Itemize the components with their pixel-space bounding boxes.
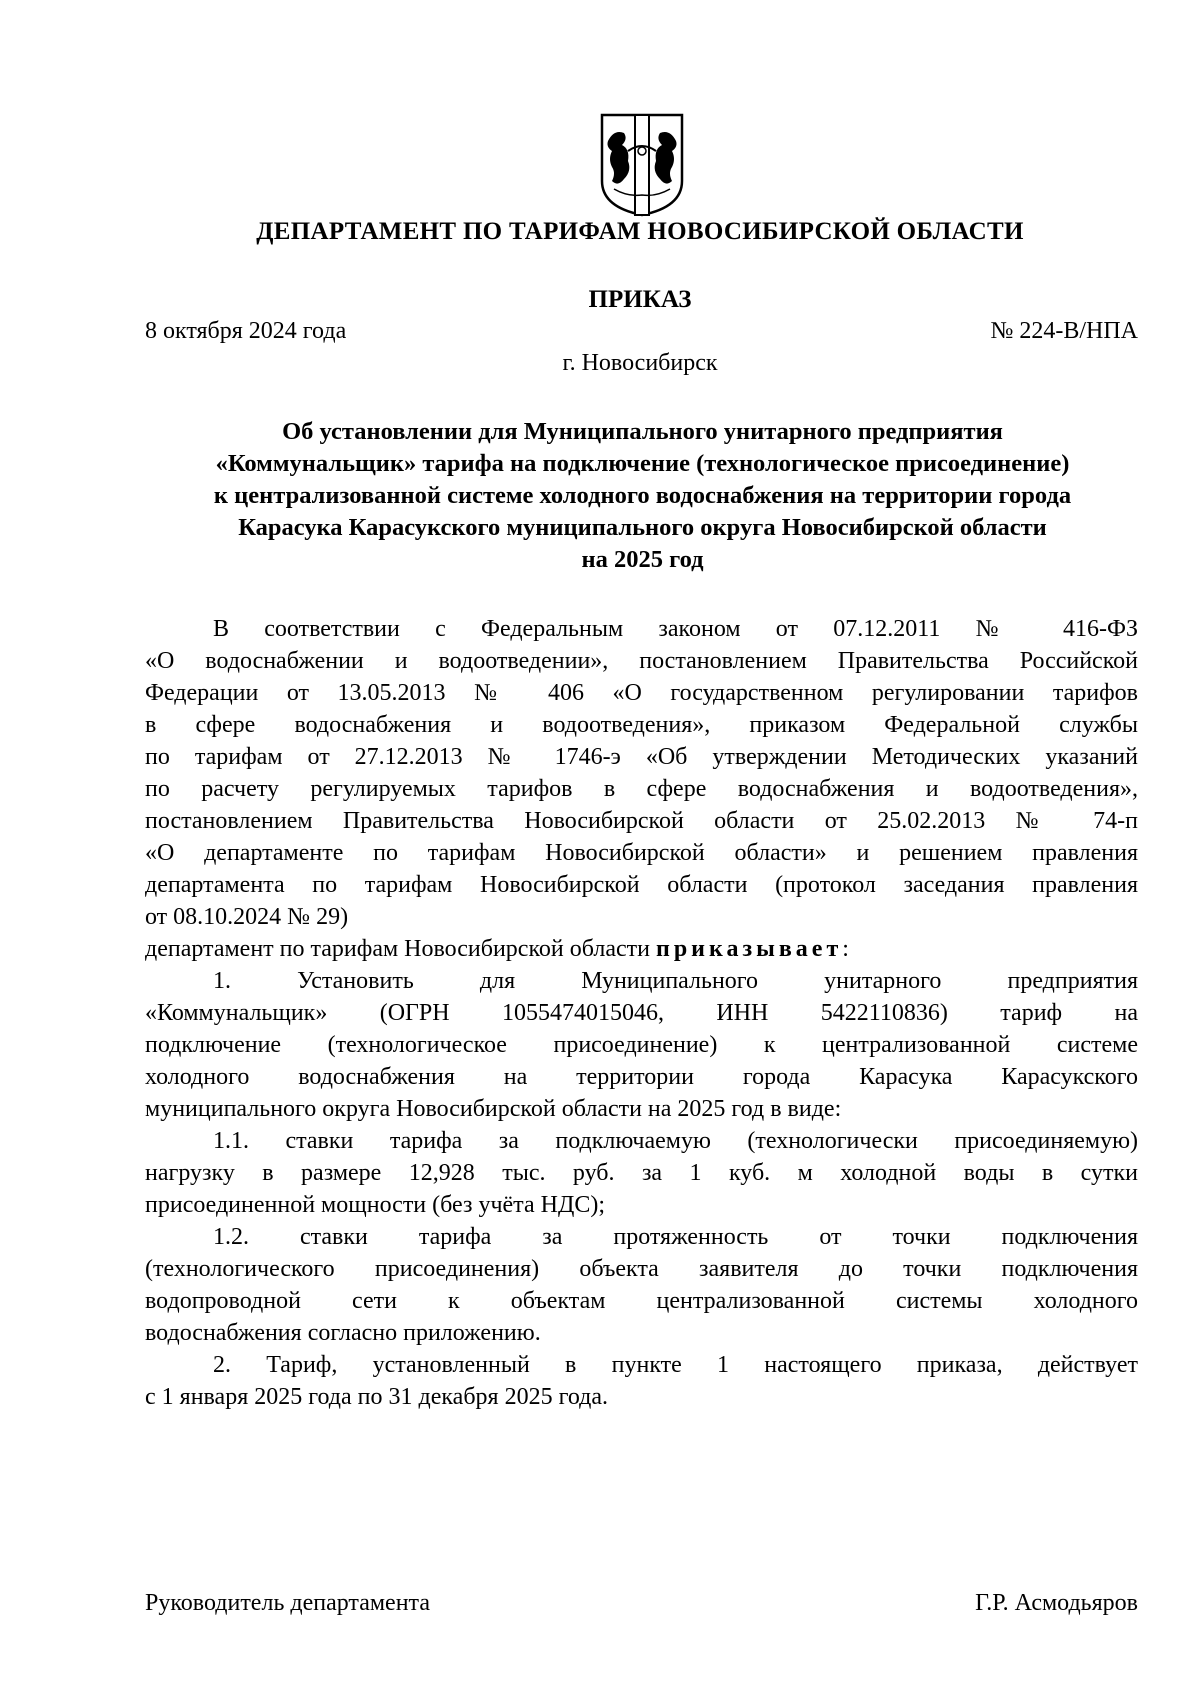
preamble-line: «О департаменте по тарифам Новосибирской области» и решением правления — [145, 840, 1138, 866]
department-title: ДЕПАРТАМЕНТ ПО ТАРИФАМ НОВОСИБИРСКОЙ ОБЛАСТИ — [256, 218, 1024, 245]
preamble-line: в сфере водоснабжения и водоотведения», приказом Федеральной службы — [145, 712, 1138, 738]
signatory-position: Руководитель департамента — [145, 1590, 430, 1616]
subject-line: Об установлении для Муниципального унитарного предприятия — [282, 418, 1003, 445]
preamble-line: по расчету регулируемых тарифов в сфере водоснабжения и водоотведения», — [145, 776, 1138, 802]
item-1-2-line: водопроводной сети к объектам централизованной системы холодного — [145, 1288, 1138, 1314]
preamble-line: департамента по тарифам Новосибирской области (протокол заседания правления — [145, 872, 1138, 898]
preamble-line: от 08.10.2024 № 29) — [145, 904, 349, 930]
order-number: № 224-В/НПА — [990, 318, 1138, 344]
preamble-line: по тарифам от 27.12.2013 № 1746-э «Об утверждении Методических указаний — [145, 744, 1138, 770]
item-1-line: холодного водоснабжения на территории города Карасука Карасукского — [145, 1064, 1138, 1090]
document-type: ПРИКАЗ — [588, 286, 692, 313]
order-line — [145, 933, 1138, 965]
order-line-prefix: департамент по тарифам Новосибирской области — [145, 936, 656, 962]
preamble-line: постановлением Правительства Новосибирской области от 25.02.2013 № 74-п — [145, 808, 1138, 834]
item-1-line: подключение (технологическое присоединение) к централизованной системе — [145, 1032, 1138, 1058]
order-line-emphasis: приказывает — [655, 936, 843, 962]
item-1-1-line: 1.1. ставки тарифа за подключаемую (технологически присоединяемую) — [213, 1128, 1138, 1154]
item-1-line: «Коммунальщик» (ОГРН 1055474015046, ИНН 5422110836) тариф на — [145, 1000, 1138, 1026]
order-subject — [145, 416, 1140, 576]
subject-line: к централизованной системе холодного водоснабжения на территории города — [213, 482, 1072, 509]
order-line-suffix: : — [842, 936, 849, 962]
order-body — [145, 613, 1138, 1413]
preamble-line: Федерации от 13.05.2013 № 406 «О государственном регулировании тарифов — [145, 680, 1138, 706]
item-2-line: с 1 января 2025 года по 31 декабря 2025 года. — [145, 1384, 608, 1410]
coat-of-arms-icon — [598, 111, 686, 219]
order-date: 8 октября 2024 года — [145, 318, 347, 344]
item-1-line: муниципального округа Новосибирской области на 2025 год в виде: — [145, 1096, 842, 1122]
subject-line: Карасука Карасукского муниципального округа Новосибирской области — [238, 514, 1047, 541]
item-1-2-line: (технологического присоединения) объекта заявителя до точки подключения — [145, 1256, 1138, 1282]
subject-line: на 2025 год — [581, 546, 704, 573]
item-2-line: 2. Тариф, установленный в пункте 1 настоящего приказа, действует — [213, 1352, 1138, 1378]
signatory-name: Г.Р. Асмодьяров — [975, 1590, 1138, 1616]
city: г. Новосибирск — [562, 350, 718, 376]
preamble-line: «О водоснабжении и водоотведении», постановлением Правительства Российской — [145, 648, 1138, 674]
subject-line: «Коммунальщик» тарифа на подключение (технологическое присоединение) — [215, 450, 1070, 477]
item-1-1-line: нагрузку в размере 12,928 тыс. руб. за 1 куб. м холодной воды в сутки — [145, 1160, 1138, 1186]
item-1-1-line: присоединенной мощности (без учёта НДС); — [145, 1192, 605, 1218]
preamble-line: В соответствии с Федеральным законом от 07.12.2011 № 416-ФЗ — [213, 616, 1138, 642]
item-1-2-line: водоснабжения согласно приложению. — [145, 1320, 541, 1346]
item-1-2-line: 1.2. ставки тарифа за протяженность от точки подключения — [213, 1224, 1138, 1250]
item-1-line: 1. Установить для Муниципального унитарного предприятия — [213, 968, 1138, 994]
